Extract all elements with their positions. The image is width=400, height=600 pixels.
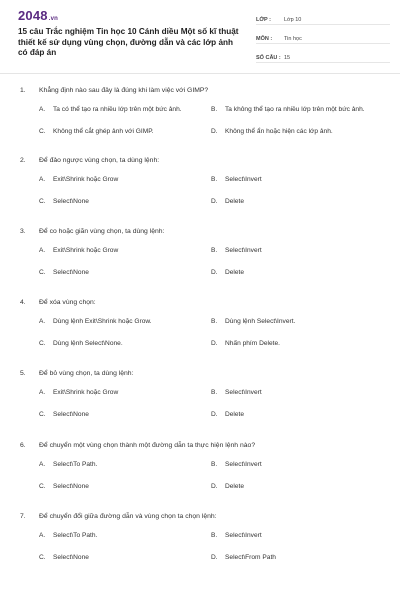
- logo-main: 2048: [18, 8, 48, 23]
- option-a[interactable]: [39, 175, 211, 184]
- option-text: Delete: [225, 411, 245, 418]
- option-text: Select\To Path.: [53, 532, 98, 539]
- document-header: [0, 0, 400, 74]
- option-a[interactable]: [39, 460, 211, 469]
- meta-value: Lớp 10: [284, 17, 302, 23]
- question-text: [20, 298, 382, 307]
- option-b[interactable]: [211, 388, 383, 397]
- option-letter: C.: [39, 554, 46, 561]
- logo-suffix: .vn: [48, 16, 59, 22]
- question-3: [20, 227, 382, 298]
- option-list: [20, 246, 382, 277]
- option-list: [20, 388, 382, 419]
- option-text: Select\To Path.: [53, 461, 98, 468]
- option-letter: B.: [211, 318, 218, 325]
- option-list: [20, 175, 382, 206]
- option-b[interactable]: [211, 317, 383, 326]
- option-c[interactable]: [39, 482, 211, 491]
- question-number: 5.: [20, 370, 26, 377]
- option-b[interactable]: [211, 105, 383, 114]
- option-text: Delete: [225, 198, 245, 205]
- option-text: Không thể cắt ghép ảnh với GIMP.: [53, 128, 154, 135]
- option-letter: A.: [39, 318, 46, 325]
- option-list: [20, 105, 382, 136]
- option-list: [20, 317, 382, 348]
- option-text: Select\Invert: [225, 176, 262, 183]
- option-text: Select\Invert: [225, 389, 262, 396]
- option-letter: D.: [211, 554, 218, 561]
- meta-grade: [256, 10, 390, 25]
- option-text: Nhấn phím Delete.: [225, 340, 280, 347]
- question-prompt: Để chuyển đổi giữa đường dẫn và vùng chọn ta chọn lệnh:: [39, 513, 217, 520]
- meta-label: MÔN :: [256, 36, 273, 42]
- option-d[interactable]: [211, 339, 383, 348]
- option-text: Ta không thể tạo ra nhiều lớp trên một bức ảnh.: [225, 106, 365, 113]
- option-text: Select\None: [53, 554, 89, 561]
- option-d[interactable]: [211, 127, 383, 136]
- option-a[interactable]: [39, 531, 211, 540]
- option-d[interactable]: [211, 197, 383, 206]
- option-letter: D.: [211, 483, 218, 490]
- question-text: [20, 369, 382, 378]
- option-letter: A.: [39, 247, 46, 254]
- question-text: [20, 156, 382, 165]
- option-text: Exit\Shrink hoặc Grow: [53, 389, 119, 396]
- option-text: Select\From Path: [225, 554, 276, 561]
- option-letter: D.: [211, 340, 218, 347]
- option-letter: D.: [211, 128, 218, 135]
- question-1: [20, 86, 382, 156]
- option-a[interactable]: [39, 105, 211, 114]
- option-letter: A.: [39, 389, 46, 396]
- option-letter: A.: [39, 176, 46, 183]
- option-c[interactable]: [39, 553, 211, 562]
- meta-value: 15: [284, 55, 291, 61]
- option-letter: A.: [39, 461, 46, 468]
- question-number: 7.: [20, 513, 26, 520]
- option-d[interactable]: [211, 482, 383, 491]
- option-text: Select\None: [53, 483, 89, 490]
- option-letter: D.: [211, 269, 218, 276]
- question-5: [20, 369, 382, 441]
- option-letter: C.: [39, 269, 46, 276]
- meta-subject: [256, 29, 390, 44]
- question-text: [20, 512, 382, 521]
- question-2: [20, 156, 382, 227]
- option-a[interactable]: [39, 317, 211, 326]
- question-number: 4.: [20, 299, 26, 306]
- option-c[interactable]: [39, 268, 211, 277]
- option-letter: A.: [39, 106, 46, 113]
- option-letter: C.: [39, 483, 46, 490]
- option-a[interactable]: [39, 388, 211, 397]
- question-prompt: Để co hoặc giãn vùng chọn, ta dùng lệnh:: [39, 228, 165, 235]
- option-text: Select\Invert: [225, 247, 262, 254]
- question-prompt: Để đảo ngược vùng chọn, ta dùng lệnh:: [39, 157, 160, 164]
- meta-label: LỚP :: [256, 17, 271, 23]
- question-text: [20, 227, 382, 236]
- option-d[interactable]: [211, 553, 383, 562]
- option-letter: C.: [39, 411, 46, 418]
- option-letter: A.: [39, 532, 46, 539]
- option-b[interactable]: [211, 531, 383, 540]
- question-number: 6.: [20, 442, 26, 449]
- question-prompt: Khẳng định nào sau đây là đúng khi làm việc với GIMP?: [39, 87, 209, 94]
- option-text: Select\None: [53, 269, 89, 276]
- option-text: Dùng lệnh Select\None.: [53, 340, 123, 347]
- option-a[interactable]: [39, 246, 211, 255]
- option-c[interactable]: [39, 197, 211, 206]
- option-text: Exit\Shrink hoặc Grow: [53, 247, 119, 254]
- question-6: [20, 441, 382, 512]
- question-prompt: Để chuyển một vùng chọn thành một đường dẫn ta thực hiện lệnh nào?: [39, 442, 256, 449]
- question-prompt: Để xóa vùng chọn:: [39, 299, 96, 306]
- option-text: Dùng lệnh Select\Invert.: [225, 318, 296, 325]
- option-text: Delete: [225, 269, 245, 276]
- question-prompt: Để bỏ vùng chọn, ta dùng lệnh:: [39, 370, 134, 377]
- option-letter: D.: [211, 411, 218, 418]
- option-b[interactable]: [211, 460, 383, 469]
- question-number: 3.: [20, 228, 26, 235]
- option-letter: B.: [211, 106, 218, 113]
- option-c[interactable]: [39, 339, 211, 348]
- question-4: [20, 298, 382, 369]
- option-c[interactable]: [39, 127, 211, 136]
- option-letter: B.: [211, 532, 218, 539]
- option-letter: C.: [39, 198, 46, 205]
- option-text: Exit\Shrink hoặc Grow: [53, 176, 119, 183]
- option-letter: C.: [39, 340, 46, 347]
- option-b[interactable]: [211, 246, 383, 255]
- option-c[interactable]: [39, 410, 211, 419]
- option-letter: B.: [211, 389, 218, 396]
- meta-label: SỐ CÂU :: [256, 55, 281, 61]
- document-meta: [256, 10, 390, 67]
- document-title: 15 câu Trắc nghiệm Tin học 10 Cánh diều Một số kĩ thuật thiết kế sử dụng vùng chọn, đường dẫn và các lớp ảnh có đáp án: [18, 27, 239, 57]
- option-text: Không thể ẩn hoặc hiện các lớp ảnh.: [225, 128, 333, 135]
- question-list: [0, 74, 400, 582]
- option-letter: B.: [211, 461, 218, 468]
- question-text: [20, 86, 382, 95]
- option-letter: D.: [211, 198, 218, 205]
- option-text: Ta có thể tạo ra nhiều lớp trên một bức ảnh.: [53, 106, 182, 113]
- option-letter: B.: [211, 176, 218, 183]
- option-text: Delete: [225, 483, 245, 490]
- option-text: Select\None: [53, 198, 89, 205]
- option-text: Select\None: [53, 411, 89, 418]
- question-7: [20, 512, 382, 582]
- option-d[interactable]: [211, 410, 383, 419]
- option-letter: B.: [211, 247, 218, 254]
- option-text: Select\Invert: [225, 532, 262, 539]
- option-b[interactable]: [211, 175, 383, 184]
- option-d[interactable]: [211, 268, 383, 277]
- question-number: 1.: [20, 87, 26, 94]
- meta-question-count: [256, 48, 390, 63]
- question-text: [20, 441, 382, 450]
- option-list: [20, 531, 382, 562]
- option-text: Dùng lệnh Exit\Shrink hoặc Grow.: [53, 318, 152, 325]
- option-list: [20, 460, 382, 491]
- meta-value: Tin học: [284, 36, 302, 42]
- option-letter: C.: [39, 128, 46, 135]
- question-number: 2.: [20, 157, 26, 164]
- option-text: Select\Invert: [225, 461, 262, 468]
